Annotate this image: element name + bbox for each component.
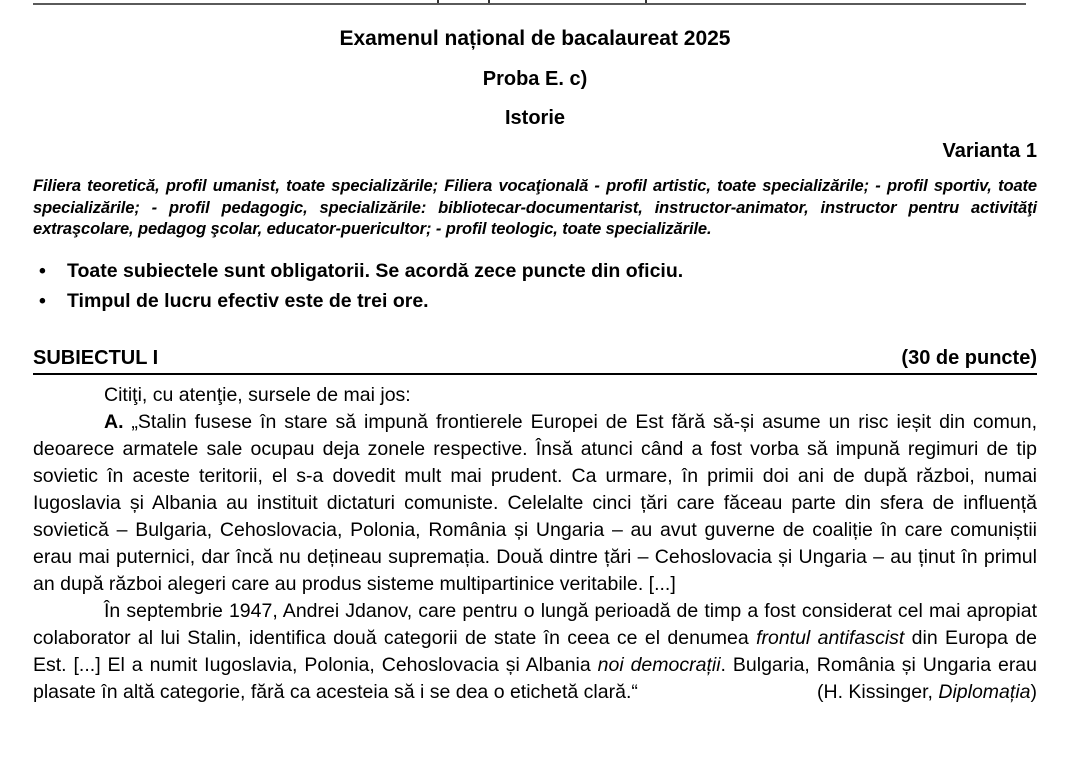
exam-proba: Proba E. c) — [482, 68, 588, 90]
source-a-text: „Stalin fusese în stare să impună frontierele Europei de Est fără să-și asume un risc ieșit din comun, deoarece armatele sale ocupau deja zonele respective. Însă atunci când a fost vorba să impună regimuri de tip sovietic în aceste teritorii, el s-a dovedit mult mai prudent. Ca urmare, în primii doi ani de după război, numai Iugoslavia și Albania au instituit dictaturi comuniste. Celelalte cinci țări care făceau parte din sfera de influență sovietică – Bulgaria, Cehoslovacia, Polonia, România și Ungaria – au avut guverne de coaliție în care comuniștii erau mai puternici, dar încă nu dețineau supremația. Două dintre țări – Cehoslovacia și Ungaria – au ținut în primul an după război alegeri care au produs sisteme multipartinice veritabile. [...] — [33, 410, 1037, 595]
source-a-label: A. — [104, 410, 124, 433]
bullet-icon: • — [39, 289, 46, 312]
italic-term: noi democrații — [597, 653, 721, 676]
section-points: (30 de puncte) — [901, 346, 1037, 369]
instructions-list — [33, 256, 1037, 316]
bullet-icon: • — [39, 259, 46, 282]
attribution-author: (H. Kissinger, — [817, 680, 939, 703]
source-intro: Citiţi, cu atenţie, sursele de mai jos: — [104, 383, 411, 406]
source-a-text: din Europa de Est. [...] El a numit Iugoslavia, Polonia, Cehoslovacia și Albania — [33, 626, 1037, 676]
cropped-table-rule — [33, 0, 1047, 6]
exam-subject: Istorie — [504, 107, 566, 129]
section-heading-row — [33, 346, 1037, 375]
instruction-text: Timpul de lucru efectiv este de trei ore. — [67, 289, 429, 312]
italic-term: frontul antifascist — [756, 626, 905, 649]
attribution-close: ) — [1030, 680, 1037, 703]
instruction-text: Toate subiectele sunt obligatorii. Se acordă zece puncte din oficiu. — [67, 259, 684, 282]
source-a-text: În septembrie 1947, Andrei Jdanov, care pentru o lungă perioadă de timp a fost considerat cel mai apropiat colaborator al lui Stalin, identifica două categorii de state în ceea ce el denumea — [33, 599, 1037, 649]
attribution-work-title: Diplomația — [938, 680, 1031, 703]
horizontal-rule — [33, 3, 1026, 5]
variant-label: Varianta 1 — [942, 140, 1037, 162]
section-heading: SUBIECTUL I — [33, 346, 159, 369]
instruction-item — [33, 286, 1037, 316]
page-title: Examenul național de bacalaureat 2025 — [339, 27, 731, 50]
instruction-item — [33, 256, 1037, 286]
source-a-text: . Bulgaria, România și Ungaria erau plasate în altă categorie, fără ca acesteia să i se dea o etichetă clară.“ — [33, 653, 1038, 703]
filiera-note: Filiera teoretică, profil umanist, toate specializările; Filiera vocaţională - profil artistic, toate specializările; - profil sportiv, toate specializările; - profil pedagogic, specializările: bibliotecar-documentarist, instructor-animator, instructor pentru activităţi extraşcolare, pedagog şcolar, educator-puericultor; - profil teologic, toate specializările. — [33, 177, 1037, 238]
source-a-paragraph-1 — [33, 409, 1037, 598]
